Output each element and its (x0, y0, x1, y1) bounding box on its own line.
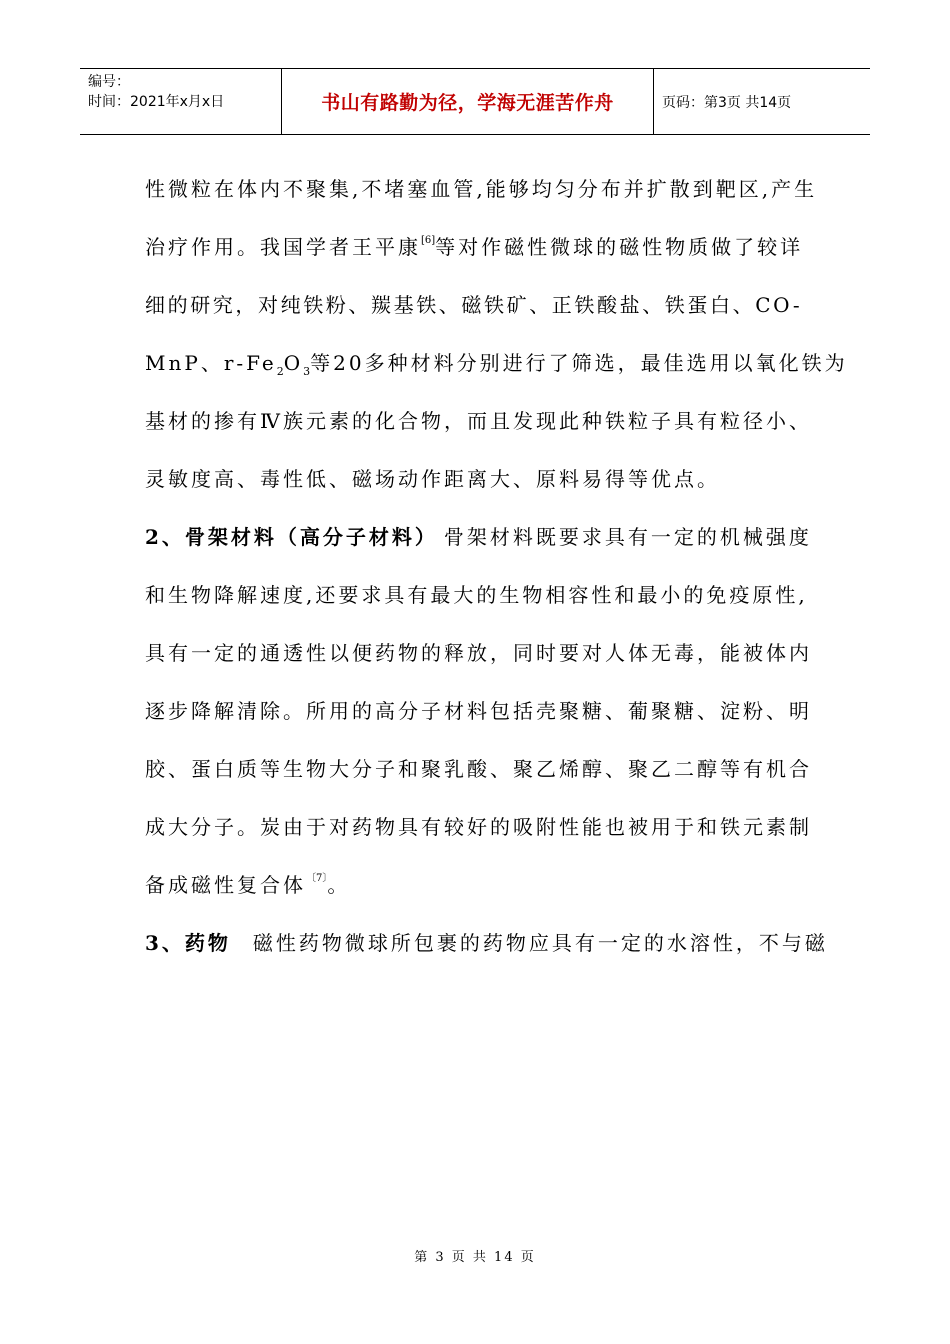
text-line: 基材的掺有Ⅳ族元素的化合物，而且发现此种铁粒子具有粒径小、 (145, 409, 812, 433)
text-line: 具有一定的通透性以便药物的释放，同时要对人体无毒，能被体内 (145, 641, 812, 665)
citation-ref: 〔7〕 (306, 873, 328, 884)
text-line: 和生物降解速度,还要求具有最大的生物相容性和最小的免疫原性, (145, 583, 808, 607)
text-line: 细的研究，对纯铁粉、羰基铁、磁铁矿、正铁酸盐、铁蛋白、CO- (145, 293, 803, 317)
text-line: 成大分子。炭由于对药物具有较好的吸附性能也被用于和铁元素制 (145, 815, 812, 839)
text-line: 胶、蛋白质等生物大分子和聚乳酸、聚乙烯醇、聚乙二醇等有机合 (145, 757, 812, 781)
number-label: 编号： (88, 74, 130, 90)
text-line: 灵敏度高、毒性低、磁场动作距离大、原料易得等优点。 (145, 467, 720, 491)
text-line: 逐步降解清除。所用的高分子材料包括壳聚糖、葡聚糖、淀粉、明 (145, 699, 812, 723)
time-label: 时间：2021年x月x日 (88, 94, 225, 110)
text-line: 治疗作用。我国学者王平康[6]等对作磁性微球的磁性物质做了较详 (145, 235, 804, 259)
section-heading: 2、骨架材料（高分子材料） (145, 525, 438, 549)
text-line: 备成磁性复合体$^{〔7〕}$。 (145, 873, 351, 897)
text-line: MnP、$r-Fe_2O_3$等20多种材料分别进行了筛选，最佳选用以氧化铁为 (145, 351, 848, 378)
section-heading-line: 3、药物 磁性药物微球所包裹的药物应具有一定的水溶性，不与磁 (145, 931, 828, 955)
text-line: 性微粒在体内不聚集,不堵塞血管,能够均匀分布并扩散到靶区,产生 (145, 177, 818, 201)
document-body (145, 160, 848, 972)
section-heading: 3、药物 (145, 931, 231, 955)
header-motto: 书山有路勤为径，学海无涯苦作舟 (282, 69, 654, 134)
header-page-info: 页码：第3页 共14页 (662, 94, 792, 111)
page-footer: 第 3 页 共 14 页 (414, 1250, 536, 1265)
header-meta (80, 69, 282, 134)
citation-ref: [6] (421, 235, 436, 246)
section-heading-line: 2、骨架材料（高分子材料） 骨架材料既要求具有一定的机械强度 (145, 525, 812, 549)
page-header (80, 68, 870, 135)
